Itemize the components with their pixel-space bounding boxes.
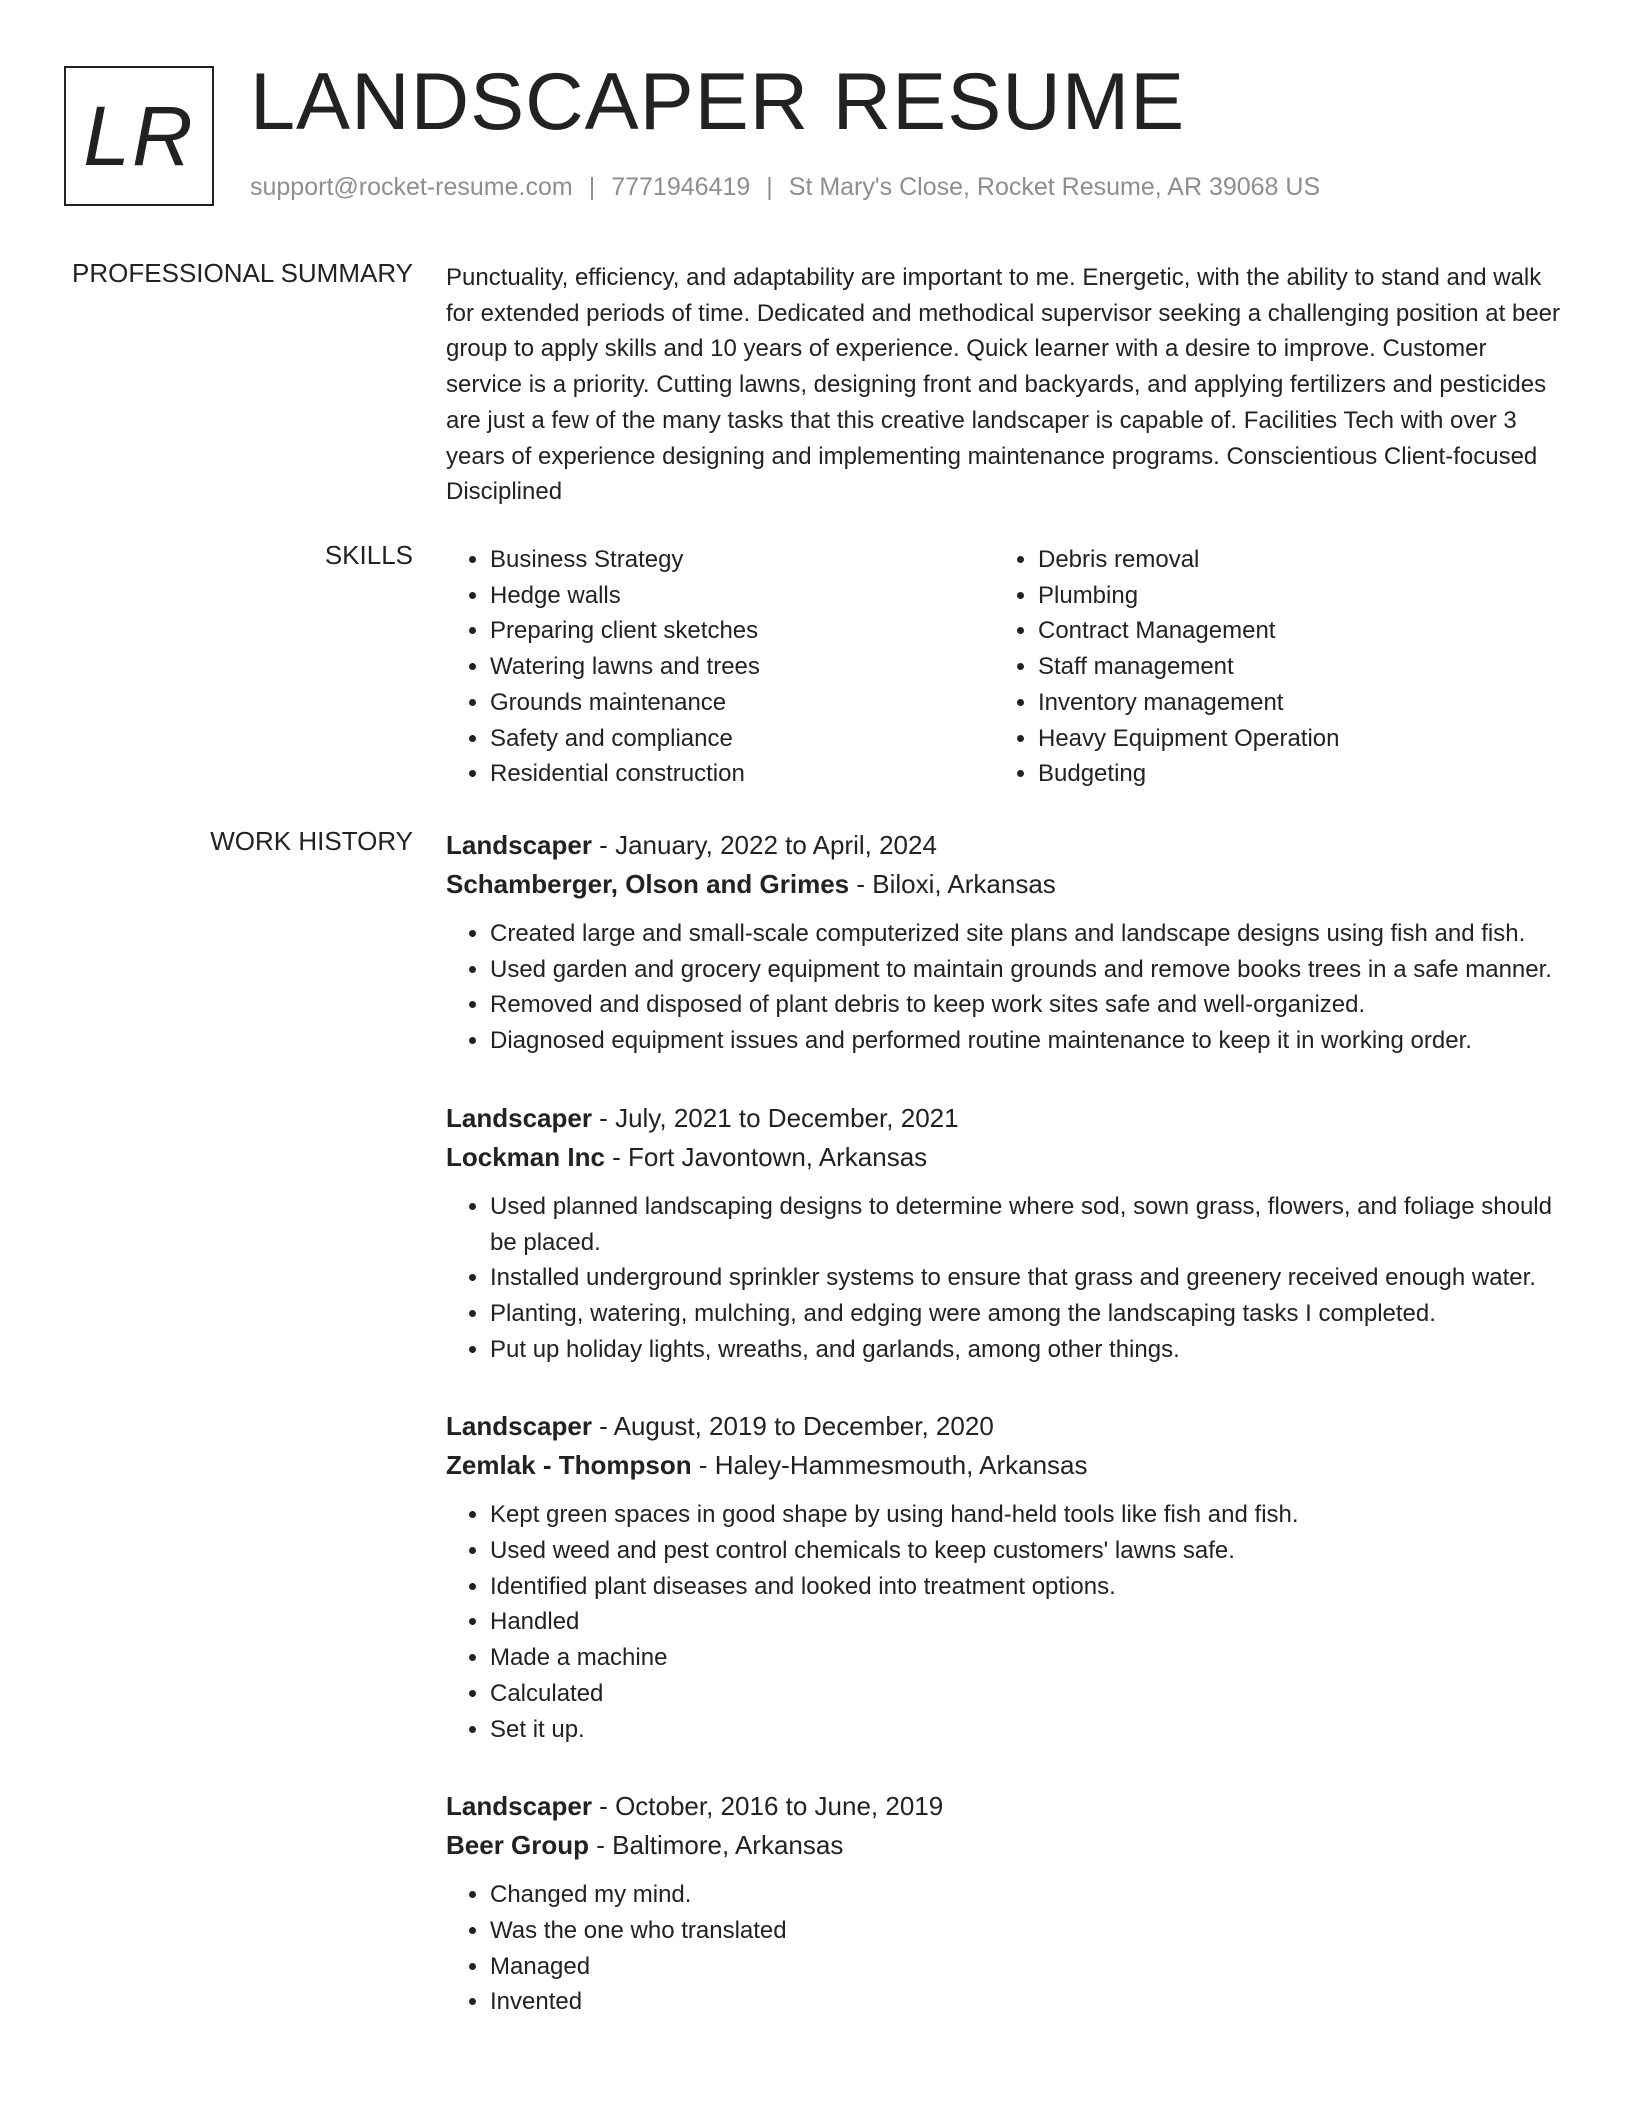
job-bullet: • Handled [490, 1604, 1566, 1640]
job-entry [446, 1407, 1566, 1747]
job-title: Landscaper [446, 1102, 592, 1133]
job-location: Fort Javontown, Arkansas [628, 1141, 928, 1172]
job-location: Biloxi, Arkansas [872, 869, 1056, 899]
job-dates: July, 2021 to December, 2021 [615, 1102, 959, 1133]
job-dash: - [849, 869, 873, 899]
job-title: Landscaper [446, 1411, 592, 1442]
contact-email[interactable]: support@rocket-resume.com [250, 173, 573, 201]
job-bullet: • Calculated [490, 1676, 1566, 1712]
job-entry [446, 1099, 1566, 1368]
job-dates: October, 2016 to June, 2019 [615, 1791, 944, 1822]
job-dates: January, 2022 to April, 2024 [615, 830, 937, 860]
skills-list-right [994, 542, 1542, 792]
skills-heading: SKILLS [324, 540, 413, 570]
job-bullet: • Used garden and grocery equipment to maintain grounds and remove books trees in a safe manner. [490, 952, 1566, 988]
skills-list-left [446, 542, 994, 792]
job-bullet: • Installed underground sprinkler systems to ensure that grass and greenery received enough water. [490, 1260, 1566, 1296]
job-company: Schamberger, Olson and Grimes [446, 869, 850, 899]
job-dash: - [591, 1411, 614, 1442]
resume-title: LANDSCAPER RESUME [250, 57, 1186, 147]
job-bullet: • Removed and disposed of plant debris to keep work sites safe and well-organized. [490, 987, 1566, 1023]
skill-item: • Safety and compliance [490, 721, 994, 757]
work-history-heading: WORK HISTORY [210, 826, 413, 856]
skill-item: • Contract Management [1038, 613, 1542, 649]
skill-item: • Business Strategy [490, 542, 994, 578]
skill-item: • Grounds maintenance [490, 685, 994, 721]
contact-separator: | [588, 173, 596, 201]
skill-item: • Preparing client sketches [490, 613, 994, 649]
job-entry [446, 1787, 1566, 2020]
job-bullet: • Made a machine [490, 1640, 1566, 1676]
job-dash: - [591, 1791, 616, 1822]
job-company-line [446, 1138, 1566, 1177]
job-bullet: • Used weed and pest control chemicals to keep customers' lawns safe. [490, 1533, 1566, 1569]
job-bullet: • Planting, watering, mulching, and edging were among the landscaping tasks I completed. [490, 1296, 1566, 1332]
job-title: Landscaper [446, 1791, 592, 1822]
skill-item: • Watering lawns and trees [490, 649, 994, 685]
job-bullet: • Changed my mind. [490, 1877, 1566, 1913]
job-bullet: • Set it up. [490, 1712, 1566, 1748]
job-title-line [446, 1787, 1566, 1826]
job-dash: - [591, 1102, 616, 1133]
job-bullet: • Managed [490, 1949, 1566, 1985]
contact-line [250, 173, 1320, 202]
job-bullets [446, 1189, 1566, 1368]
job-dates: August, 2019 to December, 2020 [613, 1411, 994, 1442]
monogram-logo [64, 66, 214, 206]
job-bullet: • Used planned landscaping designs to determine where sod, sown grass, flowers, and foliage should be placed. [490, 1189, 1566, 1260]
skill-item: • Debris removal [1038, 542, 1542, 578]
job-bullet: • Kept green spaces in good shape by using hand-held tools like fish and fish. [490, 1497, 1566, 1533]
job-company-line [446, 1446, 1566, 1485]
job-location: Baltimore, Arkansas [612, 1830, 844, 1861]
job-company: Beer Group [446, 1830, 590, 1861]
job-title-line [446, 1099, 1566, 1138]
skill-item: • Staff management [1038, 649, 1542, 685]
job-dash: - [591, 830, 616, 860]
contact-separator: | [766, 173, 773, 201]
contact-phone[interactable]: 7771946419 [611, 173, 751, 201]
job-title-line [446, 826, 1566, 865]
skill-item: • Plumbing [1038, 578, 1542, 614]
job-bullet: • Created large and small-scale computerized site plans and landscape designs using fish and fish. [490, 916, 1566, 952]
job-company: Zemlak - Thompson [446, 1450, 692, 1481]
job-dash: - [589, 1830, 613, 1861]
job-bullet: • Invented [490, 1984, 1566, 2020]
job-bullet: • Identified plant diseases and looked into treatment options. [490, 1569, 1566, 1605]
job-bullet: • Was the one who translated [490, 1913, 1566, 1949]
job-bullet: • Diagnosed equipment issues and performed routine maintenance to keep it in working order. [490, 1023, 1566, 1059]
job-company-line [446, 865, 1566, 904]
monogram-initials: LR [83, 88, 195, 183]
job-bullets [446, 1497, 1566, 1747]
job-title-line [446, 1407, 1566, 1446]
job-dash: - [604, 1141, 629, 1172]
job-title: Landscaper [446, 830, 592, 860]
skill-item: • Residential construction [490, 756, 994, 792]
contact-address: St Mary's Close, Rocket Resume, AR 39068 US [788, 173, 1321, 201]
skill-item: • Heavy Equipment Operation [1038, 721, 1542, 757]
job-bullet: • Put up holiday lights, wreaths, and garlands, among other things. [490, 1332, 1566, 1368]
skill-item: • Inventory management [1038, 685, 1542, 721]
job-dash: - [691, 1450, 715, 1481]
summary-heading: PROFESSIONAL SUMMARY [72, 258, 413, 288]
job-company: Lockman Inc [446, 1141, 605, 1172]
summary-text: Punctuality, efficiency, and adaptability are important to me. Energetic, with the ability to stand and walk for extended periods of time. Dedicated and methodical supervisor seeking a challenging position at beer group to apply skills and 10 years of experience. Quick learner with a desire to improve. Customer service is a priority. Cutting lawns, designing front and backyards, and applying fertilizers and pesticides are just a few of the many tasks that this creative landscaper is capable of. Facilities Tech with over 3 years of experience designing and implementing maintenance programs. Conscientious Client-focused Disciplined [446, 264, 1561, 506]
job-company-line [446, 1826, 1566, 1865]
job-bullets [446, 1877, 1566, 2020]
skill-item: • Budgeting [1038, 756, 1542, 792]
skill-item: • Hedge walls [490, 578, 994, 614]
job-bullets [446, 916, 1566, 1059]
jobs-list [446, 826, 1566, 2060]
job-location: Haley-Hammesmouth, Arkansas [714, 1450, 1088, 1481]
job-entry [446, 826, 1566, 1059]
